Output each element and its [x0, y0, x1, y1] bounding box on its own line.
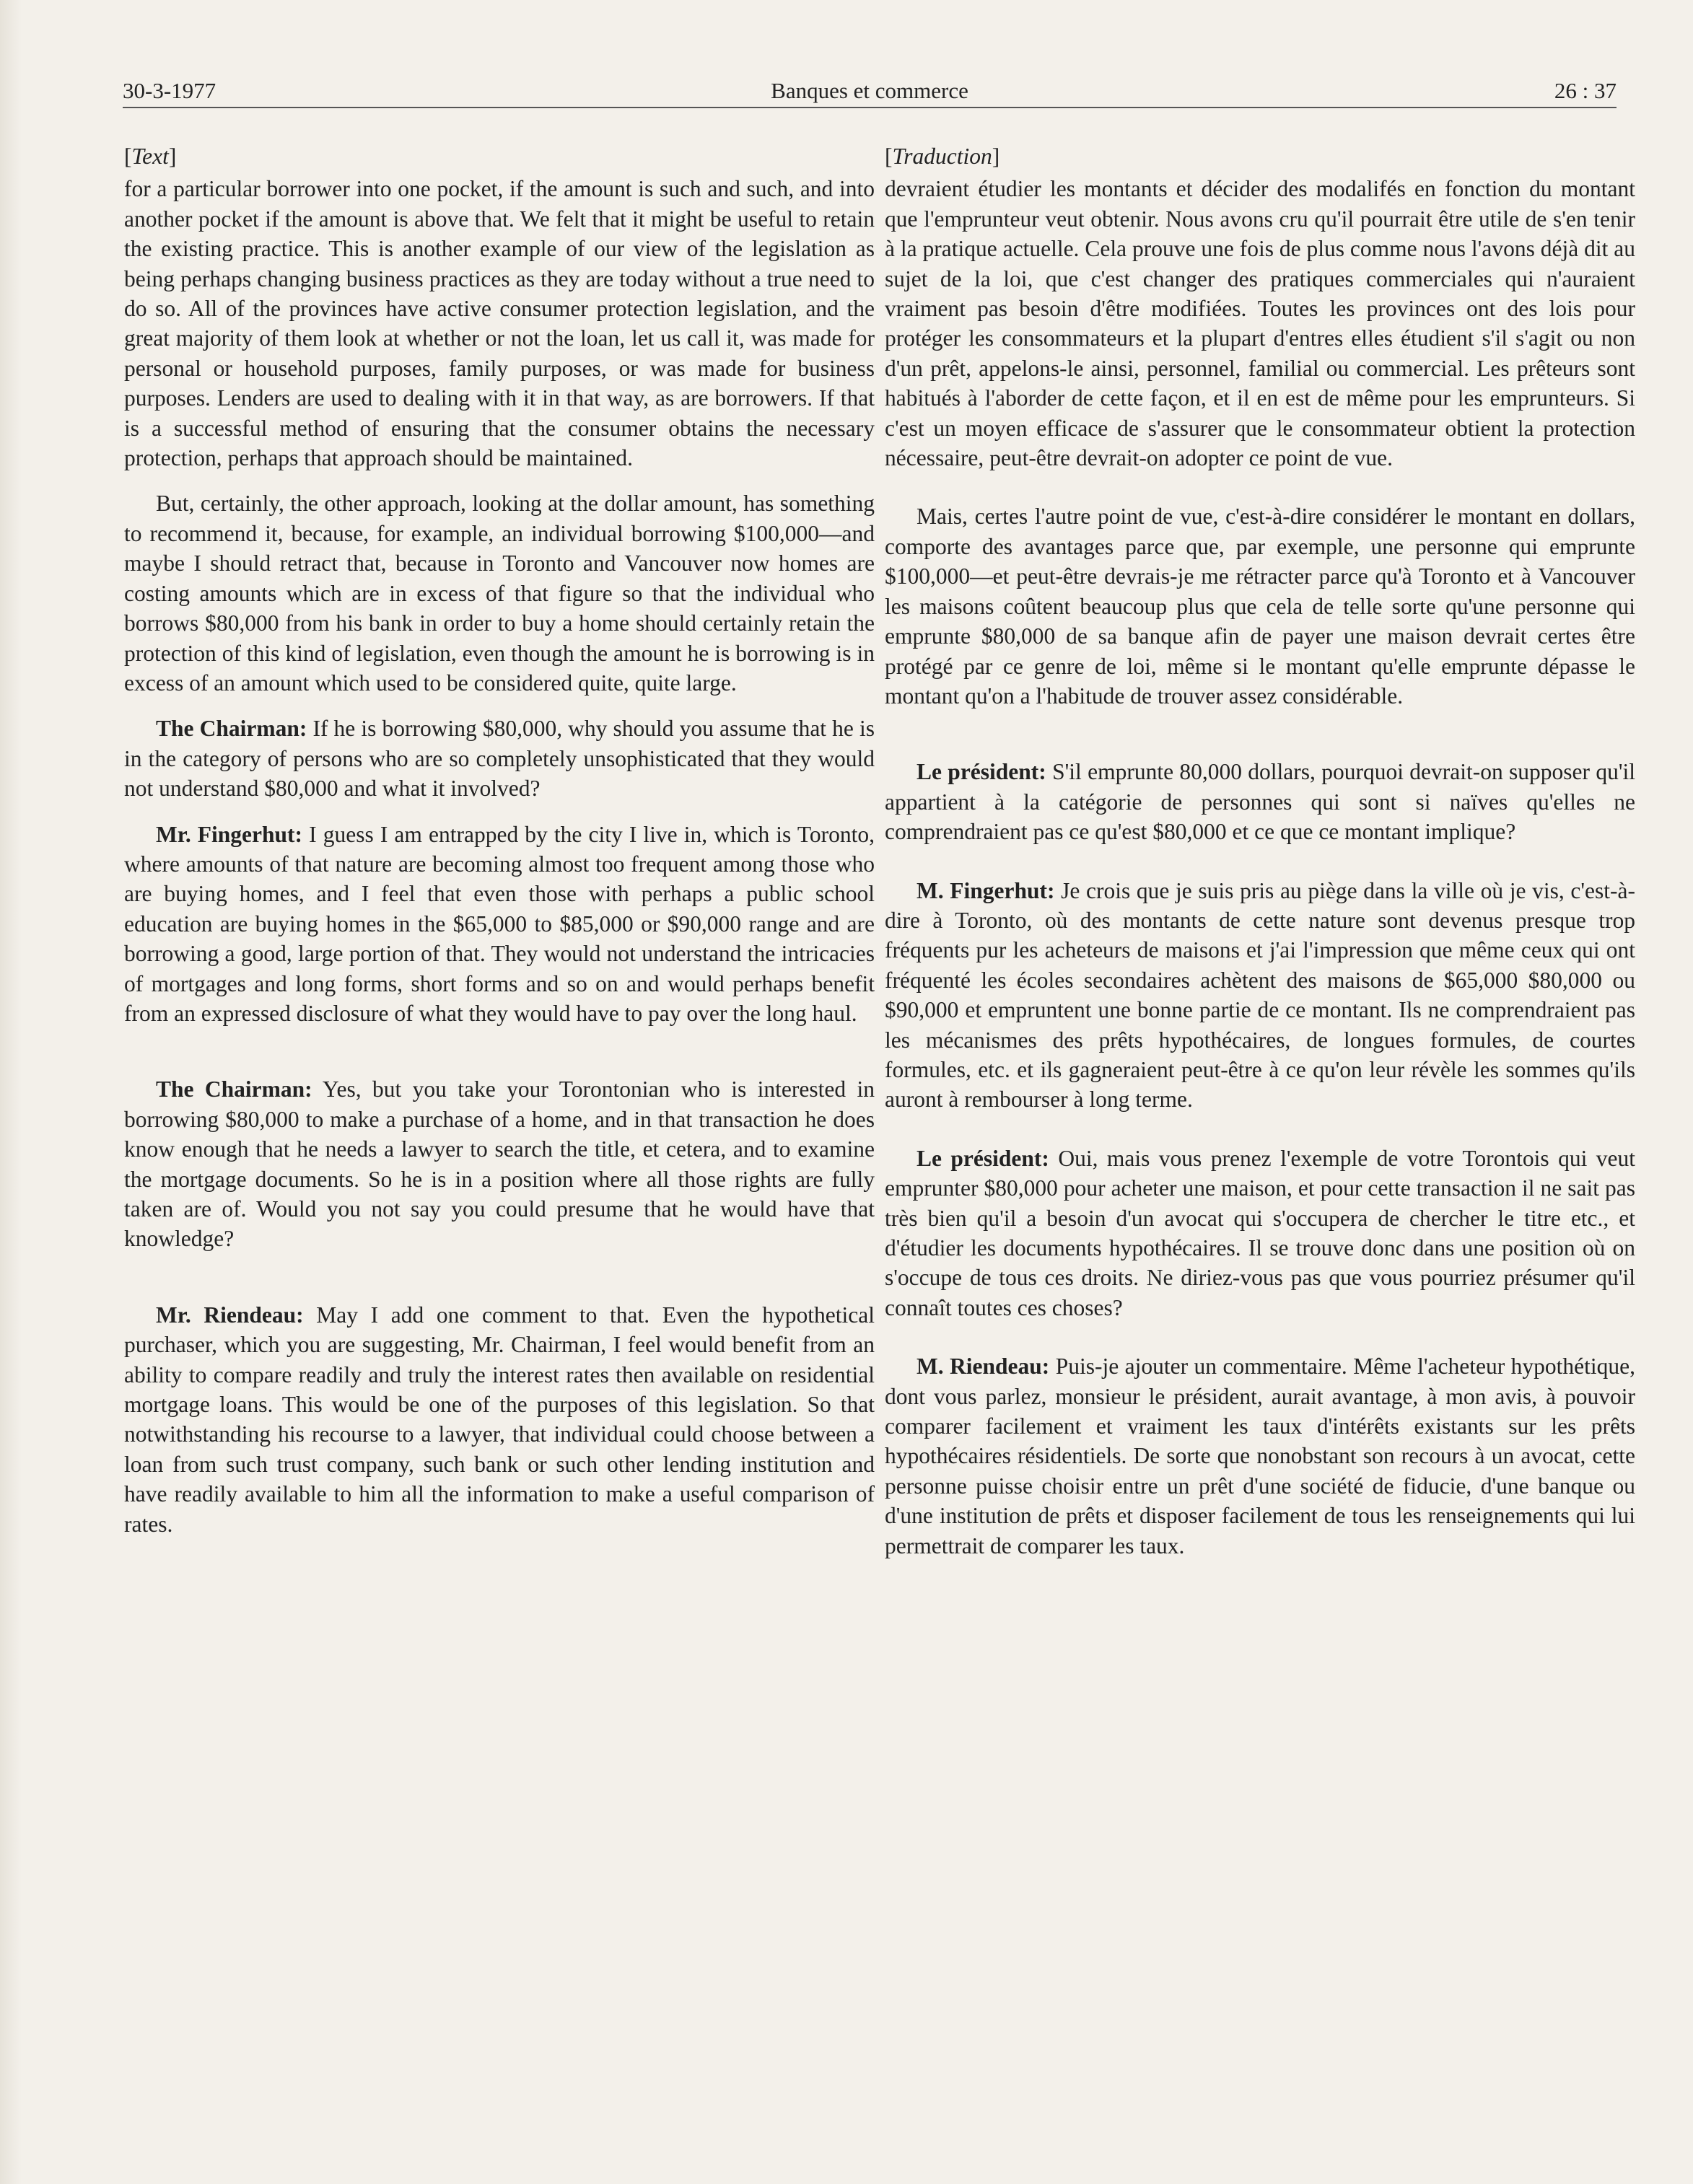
- paragraph: M. Fingerhut: Je crois que je suis pris au piège dans la ville où je vis, c'est-à-dire à Toronto, où des montants de cette nature sont devenus presque trop fréquents pur les acheteurs de maisons et j'ai l'impression que même ceux qui ont fréquenté les écoles secondaires achètent des maisons de $65,000 $80,000 ou $90,000 et empruntent une bonne partie de ce montant. Ils ne comprendraient pas les mécanismes des prêts hypothécaires, de longues formules, de courtes formules, etc. et ils gagneraient peut-être à ce qu'on leur révèle les sommes qu'ils auront à rembourser à long terme.: [885, 877, 1635, 1113]
- paragraph: for a particular borrower into one pocket, if the amount is such and such, and into another pocket if the amount is above that. We felt that it might be useful to retain the existing practice. This is another example of our view of the legislation as being perhaps changing business practices as they are today without a true need to do so. All of the provinces have active consumer protection legislation, and the great majority of them look at whether or not the loan, let us call it, was made for personal or household purposes, family purposes, or was made for business purposes. Lenders are used to dealing with it in that way, as are borrowers. If that is a successful method of ensuring that the consumer obtains the necessary protection, perhaps that approach should be maintained.: [124, 176, 875, 471]
- page-edge: [0, 0, 22, 2184]
- paragraph: M. Riendeau: Puis-je ajouter un commentaire. Même l'acheteur hypothétique, dont vous parlez, monsieur le président, aurait avantage, à mon avis, à pouvoir comparer facilement et vraiment les taux d'intérêts existants sur les prêts hypothécaires résidentiels. De sorte que nonobstant son recours à un avocat, cette personne puisse choisir entre un prêt d'une société de fiducie, d'une banque ou d'une institution de prêts et disposer facilement de tous les renseignements qui lui permettrait de comparer les taux.: [885, 1354, 1635, 1558]
- paragraph: The Chairman: Yes, but you take your Torontonian who is interested in borrowing $80,000 to make a purchase of a home, and in that transaction he does know enough that he needs a lawyer to search the title, et cetera, and to examine the mortgage documents. So he is in a position where all those rights are fully taken are of. Would you not say you could presume that he would have that knowledge?: [124, 1076, 875, 1252]
- speaker-name: Le président:: [917, 1145, 1049, 1171]
- paragraph: Le président: Oui, mais vous prenez l'exemple de votre Torontois qui veut emprunter $80,000 pour acheter une maison, et pour cette transaction il ne sait pas très bien qu'il a besoin d'un avocat qui s'occupera de chercher le titre etc., et d'étudier les documents hypothécaires. Il se trouve donc dans une position où on s'occupe de tous ces droits. Ne diriez-vous pas que vous pourriez présumer qu'il connaît toutes ces choses?: [885, 1145, 1635, 1320]
- header-title: Banques et commerce: [771, 78, 968, 103]
- page-header: [123, 69, 1617, 108]
- speaker-name: Mr. Riendeau:: [156, 1302, 304, 1328]
- column-tag-text: [Text]: [124, 144, 177, 169]
- french-column: [885, 141, 1635, 1561]
- paragraph: Mr. Fingerhut: I guess I am entrapped by the city I live in, which is Toronto, where amounts of that nature are becoming almost too frequent among those who are buying homes, and I feel that even those with perhaps a public school education are buying homes in the $65,000 to $85,000 or $90,000 range and are borrowing a good, large portion of that. They would not understand the intricacies of mortgages and long forms, short forms and so on and would perhaps benefit from an expressed disclosure of what they would have to pay over the long haul.: [124, 821, 875, 1026]
- header-page-number: 26 : 37: [1554, 78, 1617, 103]
- paragraph: Mais, certes l'autre point de vue, c'est-à-dire considérer le montant en dollars, comporte des avantages parce que, par exemple, une personne qui emprunte $100,000—et peut-être devrais-je me rétracter parce qu'à Toronto et à Vancouver les maisons coûtent beaucoup plus que cela de telle sorte qu'une personne qui emprunte $80,000 de sa banque afin de payer une maison devrait certes être protégé par ce genre de loi, même si le montant qu'elle emprunte dépasse le montant qu'on a l'habitude de trouver assez considérable.: [885, 504, 1635, 709]
- paragraph: devraient étudier les montants et décider des modalifés en fonction du montant que l'emprunteur veut obtenir. Nous avons cru qu'il pourrait être utile de s'en tenir à la pratique actuelle. Cela prouve une fois de plus comme nous l'avons déjà dit au sujet de la loi, que c'est changer des pratiques commerciales qui n'auraient vraiment pas besoin d'être modifiées. Toutes les provinces ont des lois pour protéger les consommateurs et la plupart d'entres elles étudient s'il s'agit ou non d'un prêt, appelons-le ainsi, personnel, familial ou commercial. Les prêteurs sont habitués à l'aborder de cette façon, et il en est de même pour les emprunteurs. Si c'est un moyen efficace de s'assurer que le consommateur obtient la protection nécessaire, peut-être devrait-on adopter ce point de vue.: [885, 176, 1635, 471]
- paragraph: Le président: S'il emprunte 80,000 dollars, pourquoi devrait-on supposer qu'il appartient à la catégorie de personnes qui sont si naïves qu'elles ne comprendraient pas ce qu'est $80,000 et ce que ce montant implique?: [885, 759, 1635, 845]
- paragraph: But, certainly, the other approach, looking at the dollar amount, has something to recommend it, because, for example, an individual borrowing $100,000—and maybe I should retract that, because in Toronto and Vancouver now homes are costing amounts which are in excess of that figure so that the individual who borrows $80,000 from his bank in order to buy a home should certainly retain the protection of this kind of legislation, even though the amount he is borrowing is in excess of an amount which used to be considered quite, quite large.: [124, 491, 875, 696]
- speaker-name: Le président:: [917, 759, 1046, 785]
- speaker-name: Mr. Fingerhut:: [156, 821, 303, 847]
- paragraph: The Chairman: If he is borrowing $80,000, why should you assume that he is in the category of persons who are so completely unsophisticated that they would not understand $80,000 and what it involved?: [124, 716, 875, 802]
- speaker-name: M. Riendeau:: [917, 1354, 1050, 1380]
- paragraph: Mr. Riendeau: May I add one comment to that. Even the hypothetical purchaser, which you are suggesting, Mr. Chairman, I feel would benefit from an ability to compare readily and truly the interest rates then available on residential mortgage loans. This would be one of the purposes of this legislation. So that notwithstanding his recourse to a lawyer, that individual could choose between a loan from such trust company, such bank or such other lending institution and have readily available to him all the information to make a useful comparison of rates.: [124, 1302, 875, 1537]
- speaker-name: The Chairman:: [156, 716, 307, 742]
- header-date: 30-3-1977: [123, 78, 216, 103]
- speaker-name: The Chairman:: [156, 1076, 312, 1102]
- english-column: [124, 141, 875, 1539]
- speaker-name: M. Fingerhut:: [917, 877, 1055, 903]
- column-tag-traduction: [Traduction]: [885, 144, 1000, 169]
